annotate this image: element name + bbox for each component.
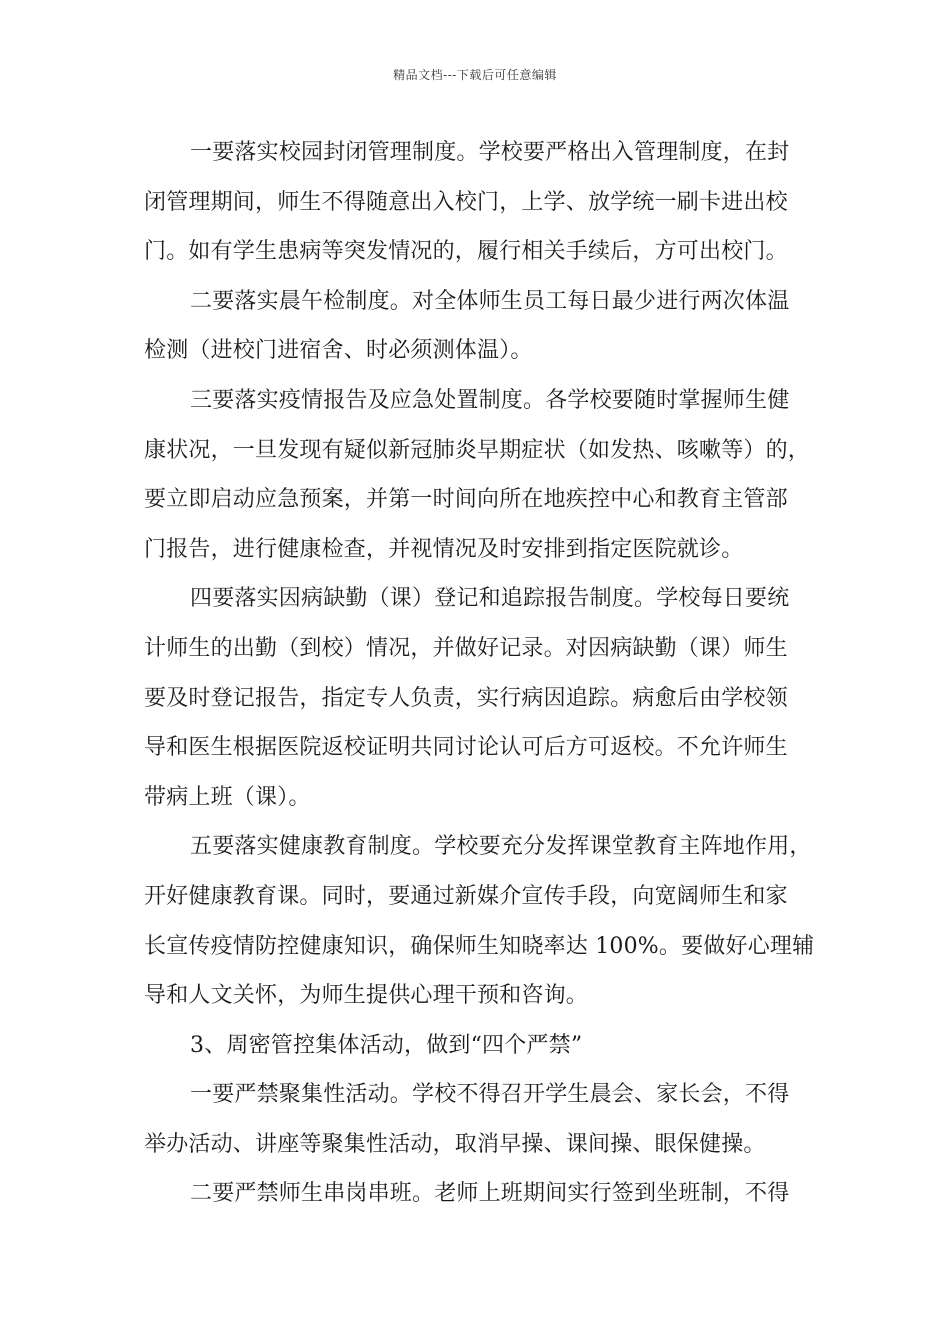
text-line: 康状况，一旦发现有疑似新冠肺炎早期症状（如发热、咳嗽等）的， xyxy=(144,437,811,463)
text-line: 一要严禁聚集性活动。学校不得召开学生晨会、家长会，不得 xyxy=(190,1082,790,1108)
text-line: 导和人文关怀，为师生提供心理干预和咨询。 xyxy=(144,983,589,1009)
text-line: 带病上班（课）。 xyxy=(144,784,311,810)
text-line: 五要落实健康教育制度。学校要充分发挥课堂教育主阵地作用， xyxy=(190,834,812,860)
text-line: 要立即启动应急预案，并第一时间向所在地疾控中心和教育主管部 xyxy=(144,487,788,513)
text-line: 举办活动、讲座等聚集性活动，取消早操、课间操、眼保健操。 xyxy=(144,1131,766,1157)
text-line: 四要落实因病缺勤（课）登记和追踪报告制度。学校每日要统 xyxy=(190,586,790,612)
text-line: 要及时登记报告，指定专人负责，实行病因追踪。病愈后由学校领 xyxy=(144,685,788,711)
text-line: 门。如有学生患病等突发情况的，履行相关手续后，方可出校门。 xyxy=(144,239,788,265)
text-line: 闭管理期间，师生不得随意出入校门，上学、放学统一刷卡进出校 xyxy=(144,189,788,215)
text-line: 检测（进校门进宿舍、时必须测体温）。 xyxy=(144,338,533,364)
text-line: 二要落实晨午检制度。对全体师生员工每日最少进行两次体温 xyxy=(190,288,790,314)
text-line: 3、周密管控集体活动，做到“四个严禁” xyxy=(190,1032,583,1058)
page-header: 精品文档---下载后可任意编辑 xyxy=(393,68,557,82)
text-line: 门报告，进行健康检查，并视情况及时安排到指定医院就诊。 xyxy=(144,536,744,562)
text-line: 长宣传疫情防控健康知识，确保师生知晓率达 100%。要做好心理辅 xyxy=(144,933,815,959)
text-line: 开好健康教育课。同时，要通过新媒介宣传手段，向宽阔师生和家 xyxy=(144,883,788,909)
text-line: 一要落实校园封闭管理制度。学校要严格出入管理制度，在封 xyxy=(190,140,790,165)
text-line: 计师生的出勤（到校）情况，并做好记录。对因病缺勤（课）师生 xyxy=(144,635,788,661)
text-line: 二要严禁师生串岗串班。老师上班期间实行签到坐班制，不得 xyxy=(190,1181,790,1207)
text-line: 三要落实疫情报告及应急处置制度。各学校要随时掌握师生健 xyxy=(190,387,790,413)
text-line: 导和医生根据医院返校证明共同讨论认可后方可返校。不允许师生 xyxy=(144,735,788,761)
document-body xyxy=(144,128,820,1219)
